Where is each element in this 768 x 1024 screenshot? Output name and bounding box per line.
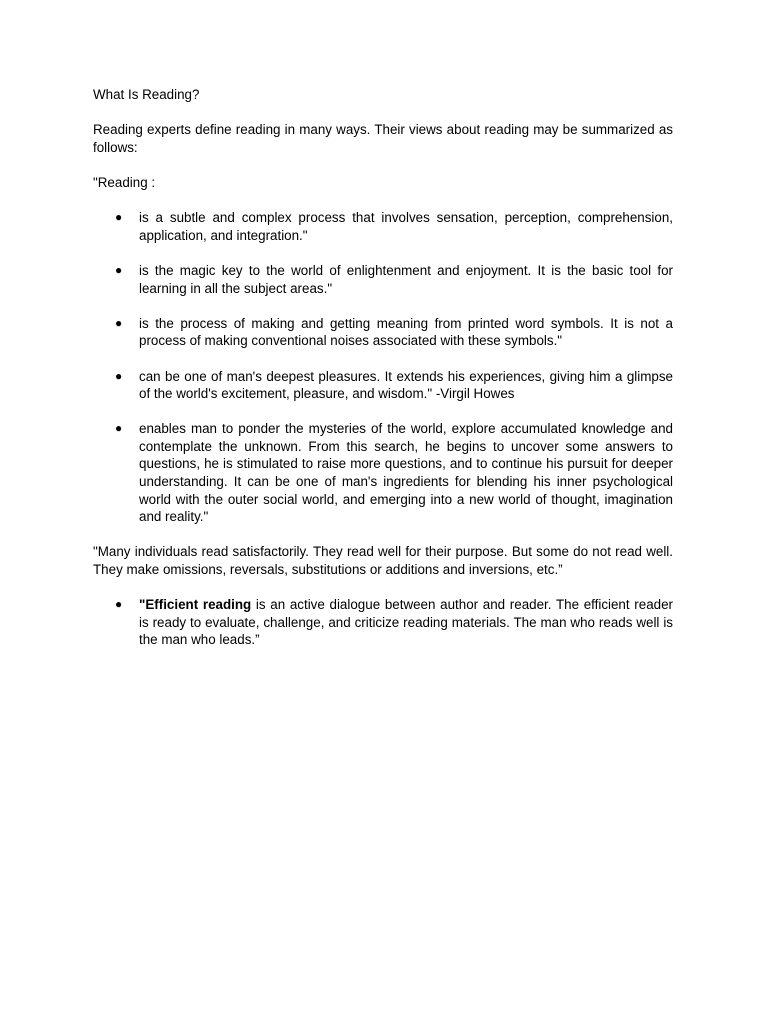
document-title: What Is Reading? — [93, 87, 200, 102]
bullet-icon: ● — [115, 210, 123, 225]
list-item — [93, 315, 673, 350]
reading-label: "Reading : — [93, 174, 156, 190]
efficient-reading-list — [93, 596, 673, 649]
list-item-text: can be one of man's deepest pleasures. It extends his experiences, giving him a glimpse of the world's excitement, pleasure, and wisdom." -Virgil Howes — [139, 368, 673, 402]
list-item — [93, 262, 673, 297]
individuals-paragraph: "Many individuals read satisfactorily. They read well for their purpose. But some do not read well. They make omissions, reversals, substitutions or additions and inversions, etc.” — [93, 544, 673, 578]
definitions-list — [93, 209, 673, 526]
list-item — [93, 596, 673, 649]
list-item-text: is a subtle and complex process that involves sensation, perception, comprehension, application, and integration." — [139, 210, 673, 243]
list-item — [93, 209, 673, 244]
efficient-reading-text: is an active dialogue between author and reader. The efficient reader is ready to evaluate, challenge, and criticize reading materials. The man who reads well is the man who leads.” — [139, 597, 673, 648]
document-page — [93, 86, 673, 667]
list-item-text: enables man to ponder the mysteries of the world, explore accumulated knowledge and contemplate the unknown. From this search, he begins to uncover some answers to questions, he is stimulated to raise more questions, and to continue his pursuit for deeper understanding. It can be one of man's ingredients for blending his inner psychological world with the outer social world, and emerging into a new world of thought, imagination and reality." — [139, 421, 673, 525]
bullet-icon: ● — [115, 315, 123, 330]
bullet-icon: ● — [115, 597, 123, 612]
bullet-icon: ● — [115, 262, 123, 277]
list-item-text: is the magic key to the world of enlightenment and enjoyment. It is the basic tool for learning in all the subject areas." — [139, 262, 673, 296]
intro-paragraph: Reading experts define reading in many ways. Their views about reading may be summarized as follows: — [93, 122, 673, 155]
bullet-icon: ● — [115, 421, 123, 436]
list-item — [93, 420, 673, 526]
list-item — [93, 368, 673, 403]
list-item-text: is the process of making and getting meaning from printed word symbols. It is not a process of making conventional noises associated with these symbols." — [139, 315, 673, 349]
bullet-icon: ● — [115, 368, 123, 383]
efficient-reading-term: "Efficient reading — [139, 597, 252, 613]
